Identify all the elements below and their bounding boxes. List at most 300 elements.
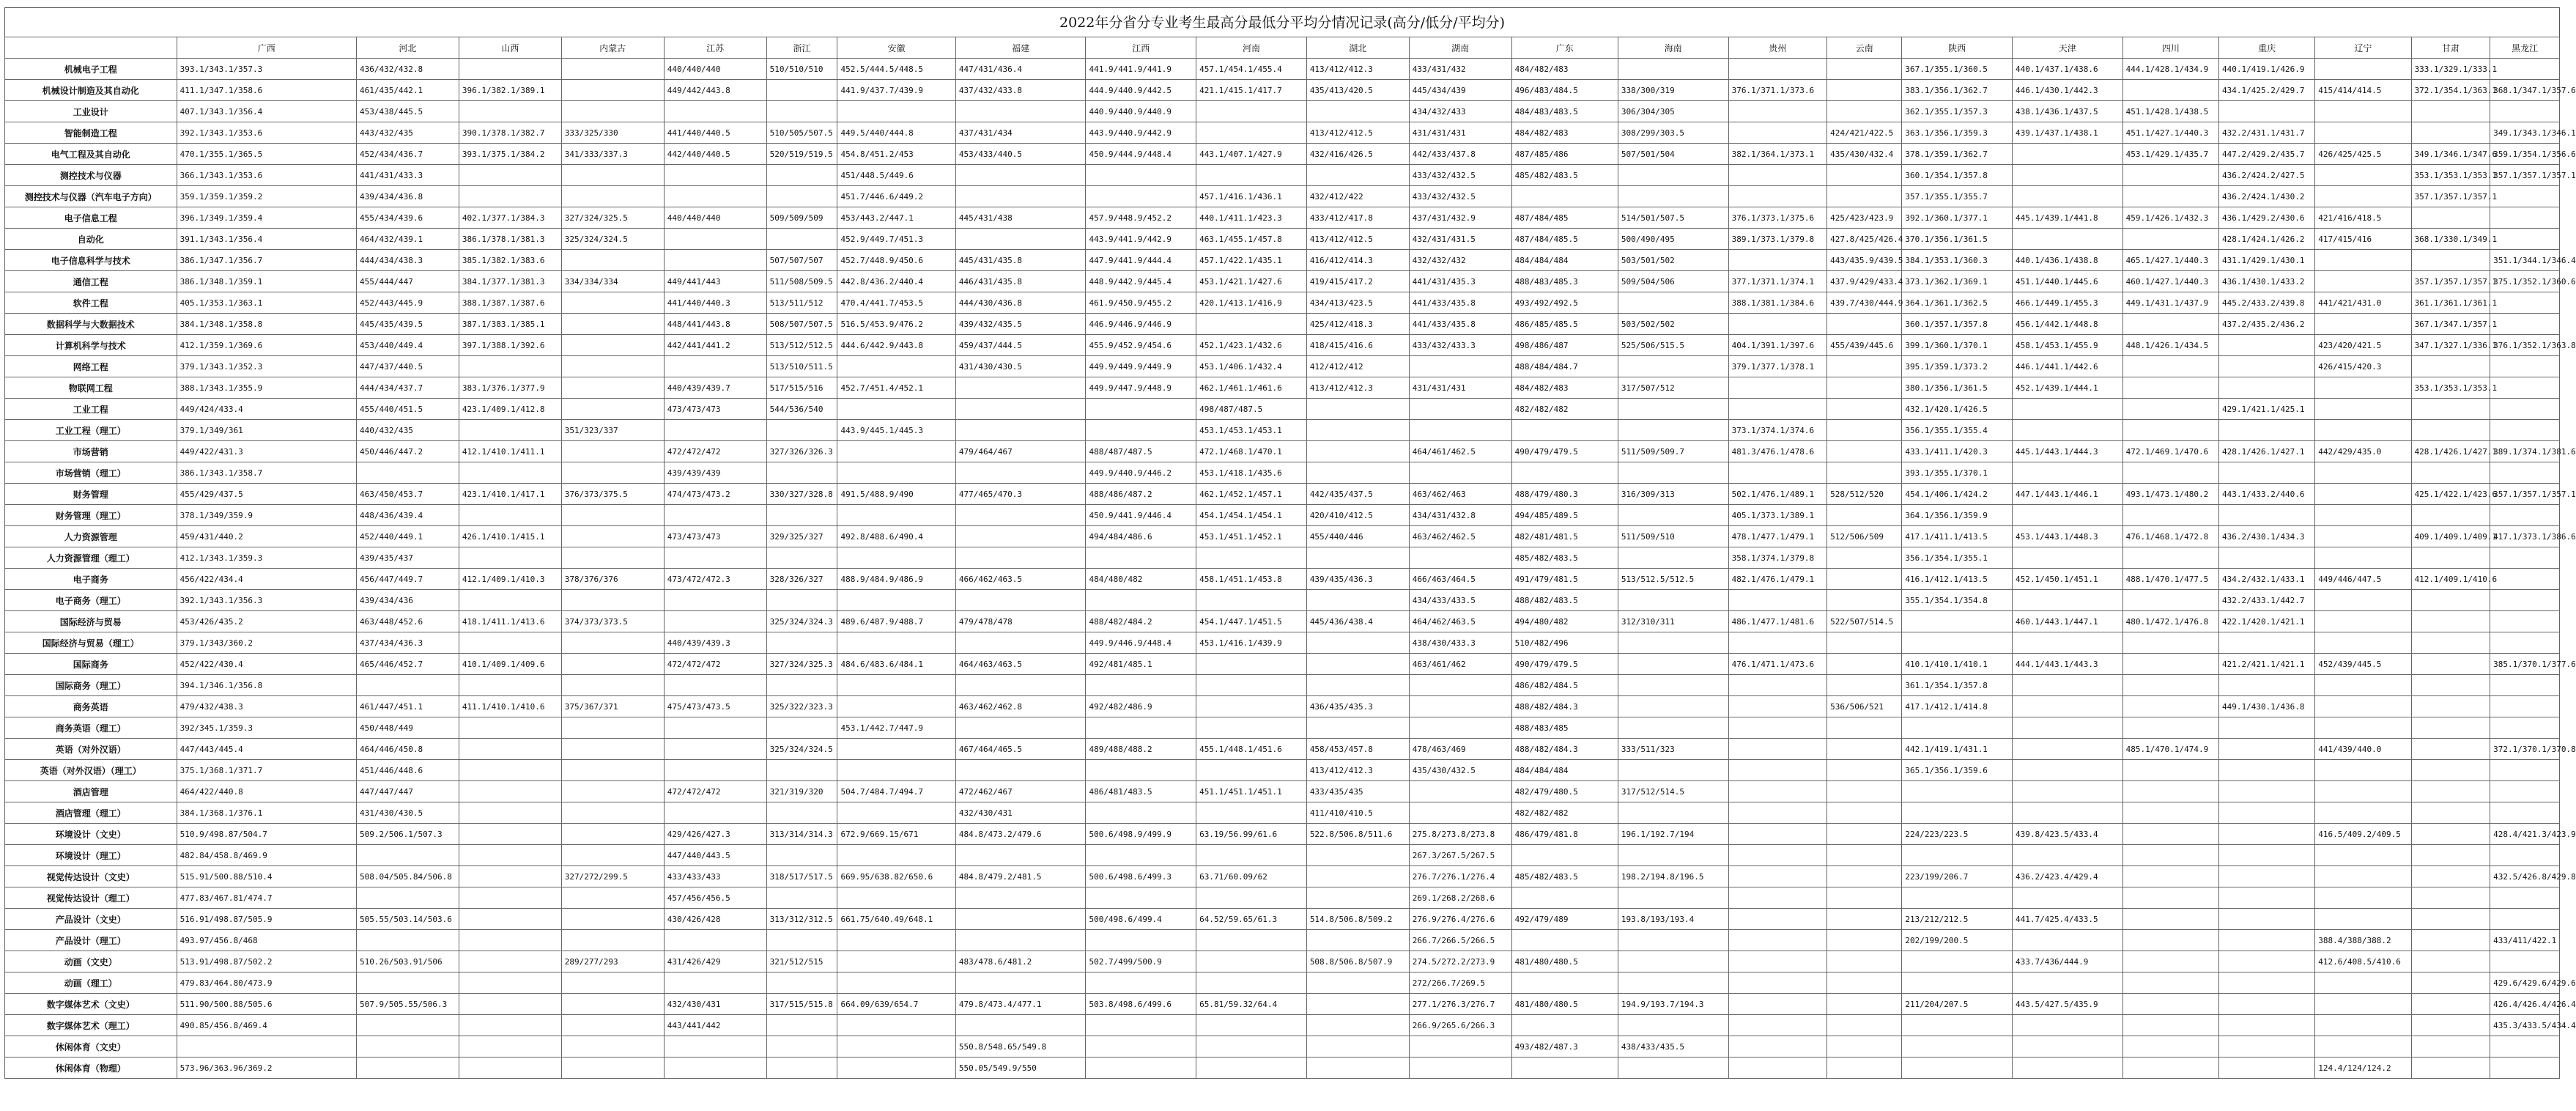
score-cell bbox=[2411, 802, 2490, 824]
score-cell bbox=[2122, 1036, 2218, 1058]
score-cell: 455/439/445.6 bbox=[1827, 335, 1902, 356]
score-cell bbox=[1618, 399, 1728, 420]
score-cell: 459/437/444.5 bbox=[955, 335, 1086, 356]
score-cell: 464/463/463.5 bbox=[955, 654, 1086, 675]
score-cell: 446/431/435.8 bbox=[955, 271, 1086, 292]
score-cell: 500/490/495 bbox=[1618, 229, 1728, 250]
score-cell: 461.9/450.9/455.2 bbox=[1086, 292, 1196, 314]
score-cell bbox=[1827, 377, 1902, 399]
score-cell bbox=[955, 229, 1086, 250]
score-cell: 449.9/446.9/448.4 bbox=[1086, 632, 1196, 654]
score-cell bbox=[2490, 420, 2560, 441]
score-cell bbox=[664, 739, 766, 760]
score-cell: 269.1/268.2/268.6 bbox=[1409, 887, 1511, 909]
score-cell: 479.83/464.80/473.9 bbox=[177, 972, 356, 994]
major-name: 财务管理（理工） bbox=[5, 505, 177, 526]
major-name: 智能制造工程 bbox=[5, 122, 177, 144]
score-cell bbox=[2411, 1015, 2490, 1036]
score-cell bbox=[1196, 802, 1307, 824]
score-cell: 487/484/485.5 bbox=[1511, 229, 1618, 250]
major-name: 市场营销 bbox=[5, 441, 177, 462]
score-cell: 510/505/507.5 bbox=[766, 122, 837, 144]
score-cell bbox=[955, 887, 1086, 909]
score-cell: 485.1/470.1/474.9 bbox=[2122, 739, 2218, 760]
score-cell bbox=[1728, 824, 1827, 845]
major-name: 机械设计制造及其自动化 bbox=[5, 80, 177, 101]
score-cell: 484/480/482 bbox=[1086, 569, 1196, 590]
score-cell: 442.8/436.2/440.4 bbox=[837, 271, 955, 292]
score-cell: 357.1/357.1/357.1 bbox=[2490, 484, 2560, 505]
score-cell: 373.1/374.1/374.6 bbox=[1728, 420, 1827, 441]
score-cell bbox=[2122, 760, 2218, 781]
major-name: 视觉传达设计（文史） bbox=[5, 866, 177, 887]
score-cell: 472/472/472 bbox=[664, 654, 766, 675]
score-cell: 433/432/432.5 bbox=[1409, 186, 1511, 207]
score-cell bbox=[1827, 569, 1902, 590]
score-cell: 439/439/439 bbox=[664, 462, 766, 484]
score-cell bbox=[2218, 994, 2314, 1015]
score-cell bbox=[2490, 505, 2560, 526]
score-cell bbox=[561, 314, 664, 335]
score-cell bbox=[955, 675, 1086, 696]
score-cell: 439/435/437 bbox=[356, 547, 459, 569]
major-name: 电子商务（理工） bbox=[5, 590, 177, 611]
score-cell: 330/327/328.8 bbox=[766, 484, 837, 505]
score-cell: 447/443/445.4 bbox=[177, 739, 356, 760]
score-cell bbox=[1728, 314, 1827, 335]
score-cell bbox=[2490, 590, 2560, 611]
score-cell: 437/434/436.3 bbox=[356, 632, 459, 654]
score-cell: 459/431/440.2 bbox=[177, 526, 356, 547]
score-cell bbox=[2315, 377, 2411, 399]
score-cell bbox=[955, 760, 1086, 781]
score-cell bbox=[766, 675, 837, 696]
score-cell bbox=[955, 165, 1086, 186]
score-cell bbox=[561, 462, 664, 484]
score-cell bbox=[1827, 654, 1902, 675]
score-cell bbox=[2490, 399, 2560, 420]
score-cell bbox=[1409, 781, 1511, 802]
score-cell: 393.1/375.1/384.2 bbox=[459, 144, 561, 165]
score-cell: 450.9/441.9/446.4 bbox=[1086, 505, 1196, 526]
score-cell bbox=[2013, 420, 2123, 441]
score-cell: 485/482/483.5 bbox=[1511, 866, 1618, 887]
score-cell: 421.1/415.1/417.7 bbox=[1196, 80, 1307, 101]
score-cell bbox=[561, 590, 664, 611]
score-cell: 437.9/429/433.4 bbox=[1827, 271, 1902, 292]
score-cell: 444/434/438.3 bbox=[356, 250, 459, 271]
score-cell: 386.1/348.1/359.1 bbox=[177, 271, 356, 292]
score-cell: 333/511/323 bbox=[1618, 739, 1728, 760]
score-cell: 413/412/412.3 bbox=[1306, 760, 1409, 781]
score-cell: 223/199/206.7 bbox=[1902, 866, 2013, 887]
score-cell: 384.1/348.1/358.8 bbox=[177, 314, 356, 335]
score-cell: 65.81/59.32/64.4 bbox=[1196, 994, 1307, 1015]
score-cell: 441.9/437.7/439.9 bbox=[837, 80, 955, 101]
score-cell bbox=[2411, 887, 2490, 909]
major-name: 商务英语 bbox=[5, 696, 177, 717]
table-row bbox=[5, 122, 2560, 144]
score-cell: 386.1/343.1/358.7 bbox=[177, 462, 356, 484]
score-cell bbox=[1827, 930, 1902, 951]
score-cell: 366.1/343.1/353.6 bbox=[177, 165, 356, 186]
score-cell: 462.1/461.1/461.6 bbox=[1196, 377, 1307, 399]
score-cell bbox=[1618, 930, 1728, 951]
score-cell: 421.2/421.1/421.1 bbox=[2218, 654, 2314, 675]
score-cell bbox=[2218, 909, 2314, 930]
score-cell bbox=[2315, 909, 2411, 930]
score-cell bbox=[766, 632, 837, 654]
major-name: 环境设计（文史） bbox=[5, 824, 177, 845]
score-cell: 498/487/487.5 bbox=[1196, 399, 1307, 420]
score-cell: 416.1/412.1/413.5 bbox=[1902, 569, 2013, 590]
score-cell bbox=[1827, 781, 1902, 802]
score-cell: 493.1/473.1/480.2 bbox=[2122, 484, 2218, 505]
score-cell: 503.8/498.6/499.6 bbox=[1086, 994, 1196, 1015]
score-cell bbox=[1409, 802, 1511, 824]
table-row bbox=[5, 335, 2560, 356]
score-cell: 460.1/443.1/447.1 bbox=[2013, 611, 2123, 632]
score-cell bbox=[1618, 654, 1728, 675]
score-cell: 432/430/431 bbox=[955, 802, 1086, 824]
table-row bbox=[5, 887, 2560, 909]
score-cell bbox=[2122, 186, 2218, 207]
score-cell: 458.1/451.1/453.8 bbox=[1196, 569, 1307, 590]
score-cell: 321/512/515 bbox=[766, 951, 837, 972]
score-cell bbox=[2013, 1036, 2123, 1058]
score-cell: 433/411/422.1 bbox=[2490, 930, 2560, 951]
score-cell bbox=[2490, 292, 2560, 314]
score-cell bbox=[2411, 632, 2490, 654]
score-cell: 439.8/423.5/433.4 bbox=[2013, 824, 2123, 845]
score-cell: 451.7/446.6/449.2 bbox=[837, 186, 955, 207]
score-cell: 368.1/330.1/349.1 bbox=[2411, 229, 2490, 250]
major-name: 物联网工程 bbox=[5, 377, 177, 399]
major-name: 市场营销（理工） bbox=[5, 462, 177, 484]
score-cell: 433/431/432 bbox=[1409, 59, 1511, 80]
score-cell: 224/223/223.5 bbox=[1902, 824, 2013, 845]
score-cell bbox=[2411, 654, 2490, 675]
score-cell bbox=[1902, 781, 2013, 802]
score-cell: 317/507/512 bbox=[1618, 377, 1728, 399]
table-row bbox=[5, 909, 2560, 930]
score-cell: 482/481/481.5 bbox=[1511, 526, 1618, 547]
province-header: 河北 bbox=[356, 37, 459, 59]
score-cell bbox=[459, 802, 561, 824]
score-cell bbox=[2218, 845, 2314, 866]
score-cell: 493/492/492.5 bbox=[1511, 292, 1618, 314]
score-cell bbox=[837, 951, 955, 972]
score-cell bbox=[1086, 590, 1196, 611]
score-cell bbox=[2315, 165, 2411, 186]
score-cell bbox=[2315, 1036, 2411, 1058]
score-cell bbox=[1409, 1036, 1511, 1058]
score-cell: 452.5/444.5/448.5 bbox=[837, 59, 955, 80]
score-cell bbox=[2218, 802, 2314, 824]
score-cell: 463/462/463 bbox=[1409, 484, 1511, 505]
score-cell bbox=[1409, 420, 1511, 441]
score-cell bbox=[2013, 845, 2123, 866]
score-cell: 276.7/276.1/276.4 bbox=[1409, 866, 1511, 887]
score-cell bbox=[1728, 59, 1827, 80]
score-cell: 509.2/506.1/507.3 bbox=[356, 824, 459, 845]
score-cell: 388.4/388/388.2 bbox=[2315, 930, 2411, 951]
score-cell: 442/441/441.2 bbox=[664, 335, 766, 356]
score-cell: 452/443/445.9 bbox=[356, 292, 459, 314]
score-cell bbox=[1827, 824, 1902, 845]
score-cell: 442/433/437.8 bbox=[1409, 144, 1511, 165]
score-cell: 359.1/359.1/359.2 bbox=[177, 186, 356, 207]
score-cell bbox=[2490, 632, 2560, 654]
score-cell bbox=[2013, 505, 2123, 526]
score-cell bbox=[766, 186, 837, 207]
score-cell bbox=[1728, 250, 1827, 271]
score-cell: 328/326/327 bbox=[766, 569, 837, 590]
score-cell bbox=[1409, 1058, 1511, 1079]
major-name: 休闲体育（物理） bbox=[5, 1058, 177, 1079]
score-cell: 384.1/377.1/381.3 bbox=[459, 271, 561, 292]
score-cell bbox=[2122, 972, 2218, 994]
score-cell bbox=[561, 186, 664, 207]
major-name: 商务英语（理工） bbox=[5, 717, 177, 739]
score-cell: 457.1/422.1/435.1 bbox=[1196, 250, 1307, 271]
score-cell bbox=[2122, 462, 2218, 484]
score-cell: 482/482/482 bbox=[1511, 399, 1618, 420]
major-name: 软件工程 bbox=[5, 292, 177, 314]
score-cell bbox=[2218, 356, 2314, 377]
score-cell: 417.1/412.1/414.8 bbox=[1902, 696, 2013, 717]
score-cell bbox=[2013, 1015, 2123, 1036]
score-cell bbox=[2490, 207, 2560, 229]
score-cell bbox=[1618, 165, 1728, 186]
score-cell bbox=[1086, 420, 1196, 441]
score-cell bbox=[664, 972, 766, 994]
score-cell bbox=[2315, 611, 2411, 632]
score-cell: 394.1/346.1/356.8 bbox=[177, 675, 356, 696]
score-cell bbox=[2315, 271, 2411, 292]
score-cell bbox=[2122, 802, 2218, 824]
score-cell bbox=[837, 505, 955, 526]
score-cell bbox=[2411, 611, 2490, 632]
score-cell: 361.1/354.1/357.8 bbox=[1902, 675, 2013, 696]
score-cell: 289/277/293 bbox=[561, 951, 664, 972]
score-cell: 509/504/506 bbox=[1618, 271, 1728, 292]
score-cell bbox=[561, 1015, 664, 1036]
score-cell: 479/432/438.3 bbox=[177, 696, 356, 717]
score-cell: 454.1/406.1/424.2 bbox=[1902, 484, 2013, 505]
score-cell: 274.5/272.2/273.9 bbox=[1409, 951, 1511, 972]
score-cell bbox=[561, 994, 664, 1015]
score-cell: 528/512/520 bbox=[1827, 484, 1902, 505]
score-cell bbox=[2411, 1058, 2490, 1079]
score-cell bbox=[837, 1058, 955, 1079]
major-name: 休闲体育（文史） bbox=[5, 1036, 177, 1058]
score-cell bbox=[1618, 186, 1728, 207]
score-cell: 276.9/276.4/276.6 bbox=[1409, 909, 1511, 930]
table-row bbox=[5, 696, 2560, 717]
score-cell bbox=[1728, 972, 1827, 994]
score-cell bbox=[1618, 717, 1728, 739]
score-cell: 481.3/476.1/478.6 bbox=[1728, 441, 1827, 462]
table-row bbox=[5, 462, 2560, 484]
score-cell bbox=[2122, 1015, 2218, 1036]
score-cell: 355.1/354.1/354.8 bbox=[1902, 590, 2013, 611]
score-cell: 492/482/486.9 bbox=[1086, 696, 1196, 717]
table-row bbox=[5, 717, 2560, 739]
score-cell: 455/434/439.6 bbox=[356, 207, 459, 229]
score-cell: 514.8/506.8/509.2 bbox=[1306, 909, 1409, 930]
score-cell bbox=[459, 590, 561, 611]
score-cell: 388.1/387.1/387.6 bbox=[459, 292, 561, 314]
score-cell bbox=[2218, 972, 2314, 994]
score-cell: 426.1/410.1/415.1 bbox=[459, 526, 561, 547]
score-cell bbox=[2315, 250, 2411, 271]
score-cell bbox=[1618, 632, 1728, 654]
score-cell: 266.9/265.6/266.3 bbox=[1409, 1015, 1511, 1036]
score-cell bbox=[766, 972, 837, 994]
score-cell: 436.2/423.4/429.4 bbox=[2013, 866, 2123, 887]
score-cell: 453/438/445.5 bbox=[356, 101, 459, 122]
score-cell: 327/272/299.5 bbox=[561, 866, 664, 887]
score-cell: 430/426/428 bbox=[664, 909, 766, 930]
header-corner bbox=[5, 37, 177, 59]
score-cell: 317/512/514.5 bbox=[1618, 781, 1728, 802]
score-cell bbox=[664, 930, 766, 951]
table-row bbox=[5, 675, 2560, 696]
score-cell: 376.1/352.1/363.8 bbox=[2490, 335, 2560, 356]
score-cell: 421/416/418.5 bbox=[2315, 207, 2411, 229]
score-cell: 513/510/511.5 bbox=[766, 356, 837, 377]
score-cell: 359.1/354.1/356.6 bbox=[2490, 144, 2560, 165]
score-cell bbox=[1902, 972, 2013, 994]
score-cell: 515.91/500.88/510.4 bbox=[177, 866, 356, 887]
score-cell bbox=[459, 1058, 561, 1079]
score-cell bbox=[459, 909, 561, 930]
score-cell bbox=[2411, 972, 2490, 994]
score-cell bbox=[2013, 632, 2123, 654]
score-cell bbox=[1086, 1058, 1196, 1079]
score-cell: 360.1/354.1/357.8 bbox=[1902, 165, 2013, 186]
score-cell: 454.8/451.2/453 bbox=[837, 144, 955, 165]
score-cell bbox=[1196, 165, 1307, 186]
score-cell bbox=[2013, 972, 2123, 994]
score-cell: 445/431/435.8 bbox=[955, 250, 1086, 271]
score-cell: 318/517/517.5 bbox=[766, 866, 837, 887]
score-cell bbox=[1086, 1036, 1196, 1058]
score-cell: 431.1/429.1/430.1 bbox=[2218, 250, 2314, 271]
score-cell bbox=[1827, 632, 1902, 654]
score-cell: 441.7/425.4/433.5 bbox=[2013, 909, 2123, 930]
score-cell bbox=[2218, 632, 2314, 654]
score-cell: 478.1/477.1/479.1 bbox=[1728, 526, 1827, 547]
score-cell: 449.9/447.9/448.9 bbox=[1086, 377, 1196, 399]
score-cell bbox=[2411, 739, 2490, 760]
score-cell: 494/485/489.5 bbox=[1511, 505, 1618, 526]
score-cell bbox=[955, 505, 1086, 526]
score-cell: 440/432/435 bbox=[356, 420, 459, 441]
score-cell bbox=[561, 909, 664, 930]
score-cell bbox=[561, 59, 664, 80]
score-cell bbox=[356, 1036, 459, 1058]
score-cell bbox=[664, 717, 766, 739]
score-cell bbox=[1728, 866, 1827, 887]
score-cell: 451.1/440.1/445.6 bbox=[2013, 271, 2123, 292]
score-cell bbox=[2490, 802, 2560, 824]
province-header: 内蒙古 bbox=[561, 37, 664, 59]
score-cell: 428.1/426.1/427.1 bbox=[2218, 441, 2314, 462]
table-row bbox=[5, 377, 2560, 399]
major-name: 环境设计（理工） bbox=[5, 845, 177, 866]
score-cell bbox=[1196, 590, 1307, 611]
score-cell bbox=[1728, 845, 1827, 866]
score-cell: 378.1/359.1/362.7 bbox=[1902, 144, 2013, 165]
score-cell bbox=[955, 377, 1086, 399]
score-cell: 472/472/472 bbox=[664, 781, 766, 802]
score-cell: 460.1/427.1/440.3 bbox=[2122, 271, 2218, 292]
score-cell bbox=[459, 101, 561, 122]
score-cell: 313/314/314.3 bbox=[766, 824, 837, 845]
score-cell: 513.91/498.87/502.2 bbox=[177, 951, 356, 972]
score-cell: 452/422/430.4 bbox=[177, 654, 356, 675]
score-cell: 445.1/439.1/441.8 bbox=[2013, 207, 2123, 229]
score-cell bbox=[561, 505, 664, 526]
score-cell bbox=[2218, 377, 2314, 399]
table-row bbox=[5, 930, 2560, 951]
score-cell bbox=[664, 802, 766, 824]
score-cell: 487/484/485 bbox=[1511, 207, 1618, 229]
score-cell bbox=[664, 186, 766, 207]
score-cell: 379.1/349/361 bbox=[177, 420, 356, 441]
score-cell: 500/498.6/499.4 bbox=[1086, 909, 1196, 930]
score-cell bbox=[2315, 122, 2411, 144]
score-cell: 374/373/373.5 bbox=[561, 611, 664, 632]
major-name: 工业工程（理工） bbox=[5, 420, 177, 441]
score-cell: 379.1/343.1/352.3 bbox=[177, 356, 356, 377]
score-cell: 488/483/485.3 bbox=[1511, 271, 1618, 292]
score-cell bbox=[837, 462, 955, 484]
score-cell: 484.8/479.2/481.5 bbox=[955, 866, 1086, 887]
score-cell: 433/412/417.8 bbox=[1306, 207, 1409, 229]
score-cell: 484/482/483 bbox=[1511, 122, 1618, 144]
score-cell bbox=[2218, 101, 2314, 122]
table-row bbox=[5, 207, 2560, 229]
score-cell: 395.1/359.1/373.2 bbox=[1902, 356, 2013, 377]
score-cell: 484/484/484 bbox=[1511, 760, 1618, 781]
score-cell: 449/424/433.4 bbox=[177, 399, 356, 420]
score-cell: 431/430/430.5 bbox=[356, 802, 459, 824]
score-cell: 452.1/450.1/451.1 bbox=[2013, 569, 2123, 590]
table-row bbox=[5, 632, 2560, 654]
score-cell: 437/431/432.9 bbox=[1409, 207, 1511, 229]
score-cell: 508.04/505.84/506.8 bbox=[356, 866, 459, 887]
score-cell bbox=[1728, 101, 1827, 122]
score-cell bbox=[561, 781, 664, 802]
score-cell bbox=[2218, 420, 2314, 441]
score-cell: 412.1/359.1/369.6 bbox=[177, 335, 356, 356]
score-cell: 442.1/419.1/431.1 bbox=[1902, 739, 2013, 760]
score-cell: 434/432/433 bbox=[1409, 101, 1511, 122]
score-cell: 446.1/441.1/442.6 bbox=[2013, 356, 2123, 377]
score-cell bbox=[1086, 399, 1196, 420]
score-cell bbox=[1409, 356, 1511, 377]
score-cell: 484.6/483.6/484.1 bbox=[837, 654, 955, 675]
major-name: 通信工程 bbox=[5, 271, 177, 292]
score-cell: 440.1/437.1/438.6 bbox=[2013, 59, 2123, 80]
score-cell bbox=[1511, 887, 1618, 909]
score-cell: 661.75/640.49/648.1 bbox=[837, 909, 955, 930]
province-header: 湖南 bbox=[1409, 37, 1511, 59]
score-cell: 664.09/639/654.7 bbox=[837, 994, 955, 1015]
